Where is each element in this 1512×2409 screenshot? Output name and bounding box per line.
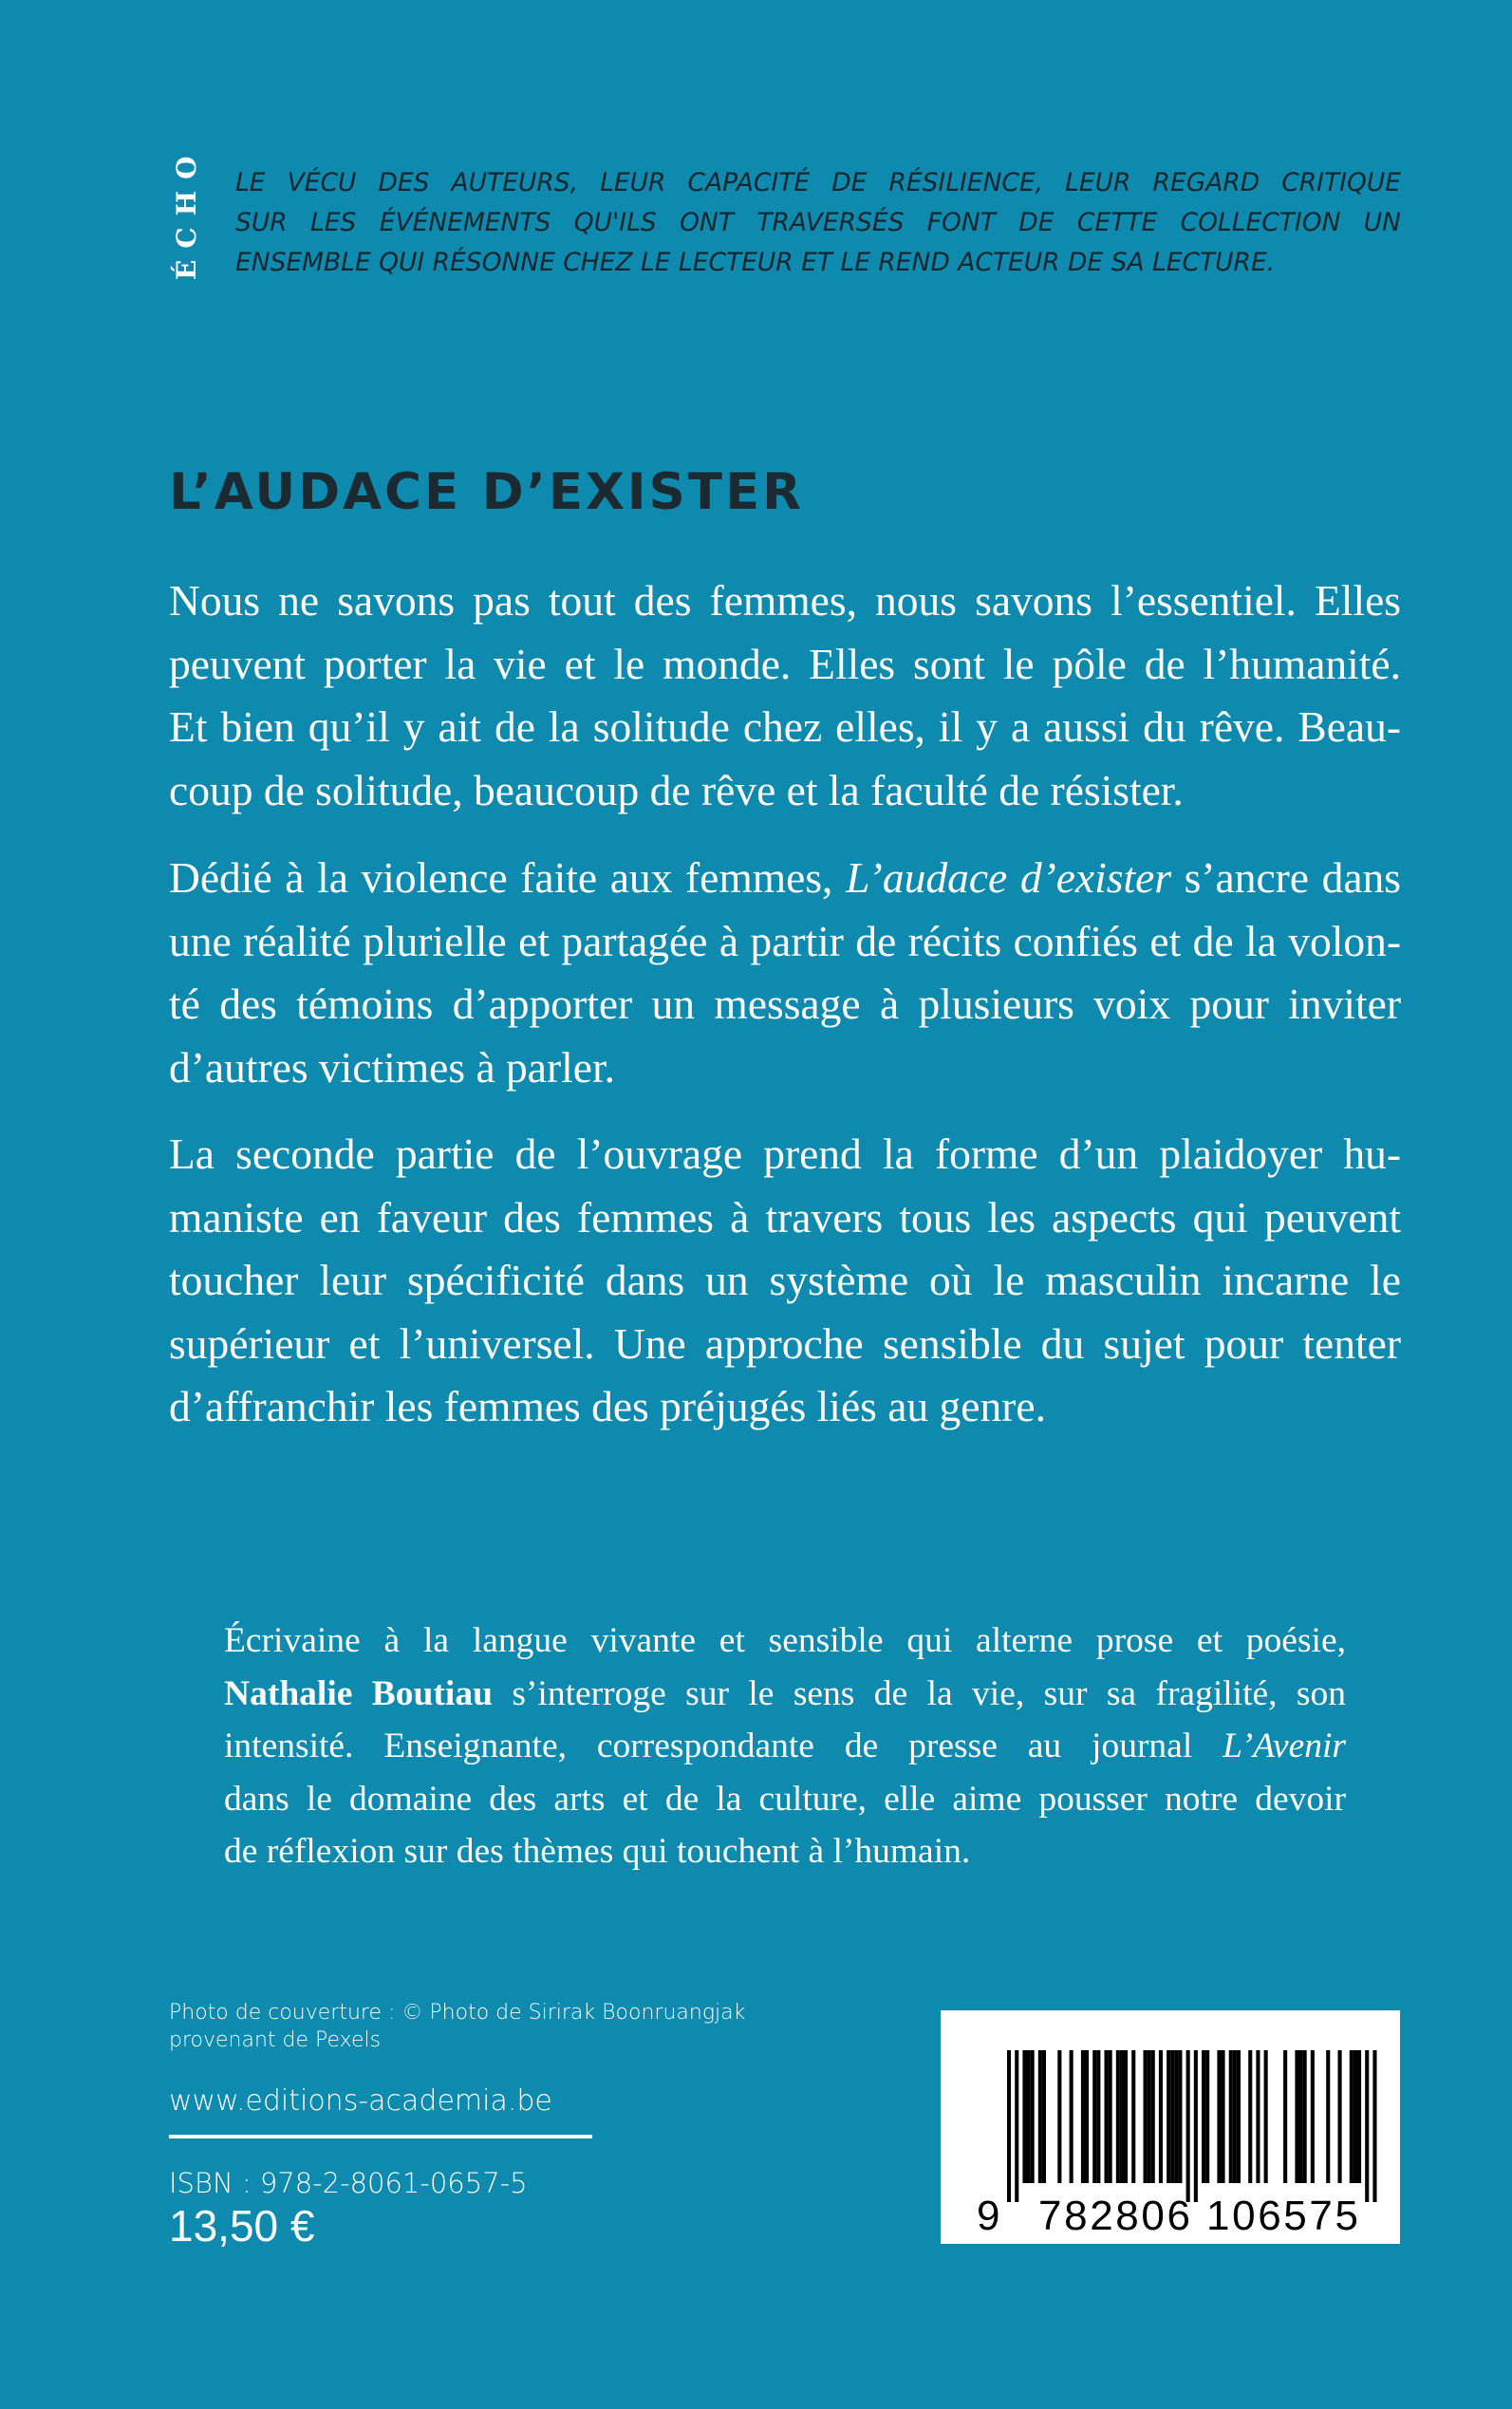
barcode-bar: [1178, 2050, 1182, 2183]
text-line: Photo de couverture : © Photo de Sirirak Boonruangjak: [169, 2001, 746, 2025]
text-line: té des témoins d’apporter un message à plusieurs voix pour inviter: [169, 980, 1401, 1028]
barcode-bar: [1007, 2050, 1011, 2202]
barcode-bar: [1326, 2050, 1330, 2183]
text-line: Écrivaine à la langue vivante et sensible qui alterne prose et poésie,: [224, 1621, 1346, 1660]
barcode-digits-left: 782806: [1038, 2193, 1190, 2239]
collection-line: LE VÉCU DES AUTEURS, LEUR CAPACITÉ DE RÉSILIENCE, LEUR REGARD CRITIQUE: [235, 168, 1401, 197]
text-line: La seconde partie de l’ouvrage prend la forme d’un plaidoyer hu-: [169, 1130, 1401, 1178]
newspaper-name: L’Avenir: [1223, 1727, 1346, 1765]
barcode-bar: [1070, 2050, 1073, 2183]
barcode-bar: [1057, 2050, 1061, 2183]
barcode-bar: [1120, 2050, 1124, 2183]
text-line: d’affranchir les femmes des préjugés liés au genre.: [169, 1382, 1046, 1430]
barcode-bar: [1131, 2050, 1135, 2183]
barcode-bar: [1081, 2050, 1085, 2183]
barcode-bar: [1144, 2050, 1148, 2183]
text-line: [224, 1720, 1346, 1773]
text-line: de réflexion sur des thèmes qui touchent à l’humain.: [224, 1832, 971, 1871]
barcode-bar: [1038, 2050, 1042, 2183]
barcode-bar: [1353, 2050, 1357, 2183]
text-line: Nous ne savons pas tout des femmes, nous savons l’essentiel. Elles: [169, 576, 1401, 625]
isbn: ISBN : 978-2-8061-0657-5: [169, 2167, 528, 2199]
barcode-bar: [1202, 2050, 1205, 2183]
barcode-bar: [1186, 2050, 1190, 2202]
barcode-bar: [1109, 2050, 1112, 2183]
barcode-bar: [1015, 2050, 1018, 2202]
collection-name: ÉCHO: [171, 144, 202, 280]
barcode-bar: [1159, 2050, 1163, 2183]
barcode-bar: [1105, 2050, 1109, 2183]
barcode-bar: [1151, 2050, 1155, 2183]
barcode-digit-first: 9: [977, 2193, 1000, 2239]
barcode-bar: [1022, 2050, 1026, 2183]
barcode-bar: [1092, 2050, 1096, 2183]
author-bio: [224, 1615, 1346, 1878]
summary-paragraph-2: [169, 847, 1401, 1099]
barcode-bar: [1295, 2050, 1298, 2183]
text-line: d’autres victimes à parler.: [169, 1042, 615, 1092]
text-line: dans le domaine des arts et de la culture, elle aime pousser notre devoir: [224, 1779, 1346, 1819]
price: 13,50 €: [169, 2201, 315, 2250]
barcode-graphic: [941, 2010, 1400, 2244]
barcode-bar: [1096, 2050, 1100, 2183]
text-line: peuvent porter la vie et le monde. Elles sont le pôle de l’humanité.: [169, 639, 1401, 688]
barcode-bar: [1042, 2050, 1046, 2183]
barcode-bar: [1303, 2050, 1307, 2183]
collection-line: SUR LES ÉVÉNEMENTS QU'ILS ONT TRAVERSÉS FONT DE CETTE COLLECTION UN: [235, 208, 1401, 237]
barcode-bar: [1124, 2050, 1128, 2183]
barcode-bar: [1229, 2050, 1233, 2183]
barcode-bar: [1027, 2050, 1031, 2183]
text: Dédié à la violence faite aux femmes,: [169, 853, 847, 902]
barcode-bar: [1031, 2050, 1035, 2183]
barcode: [941, 2010, 1400, 2244]
summary-paragraph-1: [169, 570, 1401, 822]
barcode-bar: [1357, 2050, 1361, 2183]
text-line: Et bien qu’il y ait de la solitude chez elles, il y a aussi du rêve. Beau-: [169, 702, 1401, 751]
barcode-bar: [1248, 2050, 1252, 2183]
summary-paragraph-3: [169, 1123, 1401, 1439]
text-line: coup de solitude, beaucoup de rêve et la faculté de résister.: [169, 765, 1184, 814]
text: s’ancre dans: [1171, 853, 1402, 902]
barcode-bar: [1217, 2050, 1221, 2183]
barcode-bar: [1222, 2050, 1225, 2183]
publisher-website[interactable]: www.editions-academia.be: [169, 2084, 552, 2118]
barcode-bar: [1085, 2050, 1089, 2183]
text: intensité. Enseignante, correspondante de presse au journal: [224, 1727, 1223, 1765]
barcode-bar: [1311, 2050, 1315, 2183]
barcode-bar: [1233, 2050, 1237, 2183]
collection-line: ENSEMBLE QUI RÉSONNE CHEZ LE LECTEUR ET LE REND ACTEUR DE SA LECTURE.: [235, 248, 1276, 277]
barcode-bar: [1148, 2050, 1151, 2183]
text: s’interroge sur le sens de la vie, sur sa fragilité, son: [492, 1673, 1347, 1713]
text-line: maniste en faveur des femmes à travers tous les aspects qui peuvent: [169, 1192, 1401, 1242]
barcode-bar: [1372, 2050, 1376, 2202]
text-line: [169, 847, 1401, 910]
author-name: Nathalie Boutiau: [224, 1673, 493, 1713]
barcode-bar: [1283, 2050, 1287, 2183]
text-line: supérieur et l’universel. Une approche sensible du sujet pour tenter: [169, 1318, 1401, 1368]
text-line: toucher leur spécificité dans un système où le masculin incarne le: [169, 1256, 1401, 1304]
barcode-bar: [1194, 2050, 1198, 2202]
barcode-bar: [1338, 2050, 1342, 2183]
book-title: L’AUDACE D’EXISTER: [169, 463, 804, 521]
text-line: provenant de Pexels: [169, 2028, 382, 2052]
barcode-bar: [1264, 2050, 1268, 2183]
collection-description: [235, 163, 1401, 283]
divider: [169, 2135, 592, 2138]
barcode-bar: [1256, 2050, 1260, 2183]
barcode-bar: [1350, 2050, 1353, 2183]
barcode-bar: [1170, 2050, 1174, 2183]
barcode-bar: [1299, 2050, 1303, 2183]
book-title-italic: L’audace d’exister: [846, 853, 1172, 902]
text-line: [224, 1668, 1346, 1721]
barcode-bar: [1205, 2050, 1209, 2183]
barcode-bar: [1174, 2050, 1178, 2183]
photo-credit: [169, 1999, 745, 2054]
barcode-digits-right: 106575: [1206, 2193, 1358, 2239]
barcode-bar: [1237, 2050, 1241, 2183]
barcode-bar: [1167, 2050, 1170, 2183]
barcode-bar: [1116, 2050, 1120, 2183]
text-line: une réalité plurielle et partagée à partir de récits confiés et de la volon-: [169, 916, 1401, 965]
barcode-bar: [1365, 2050, 1369, 2202]
